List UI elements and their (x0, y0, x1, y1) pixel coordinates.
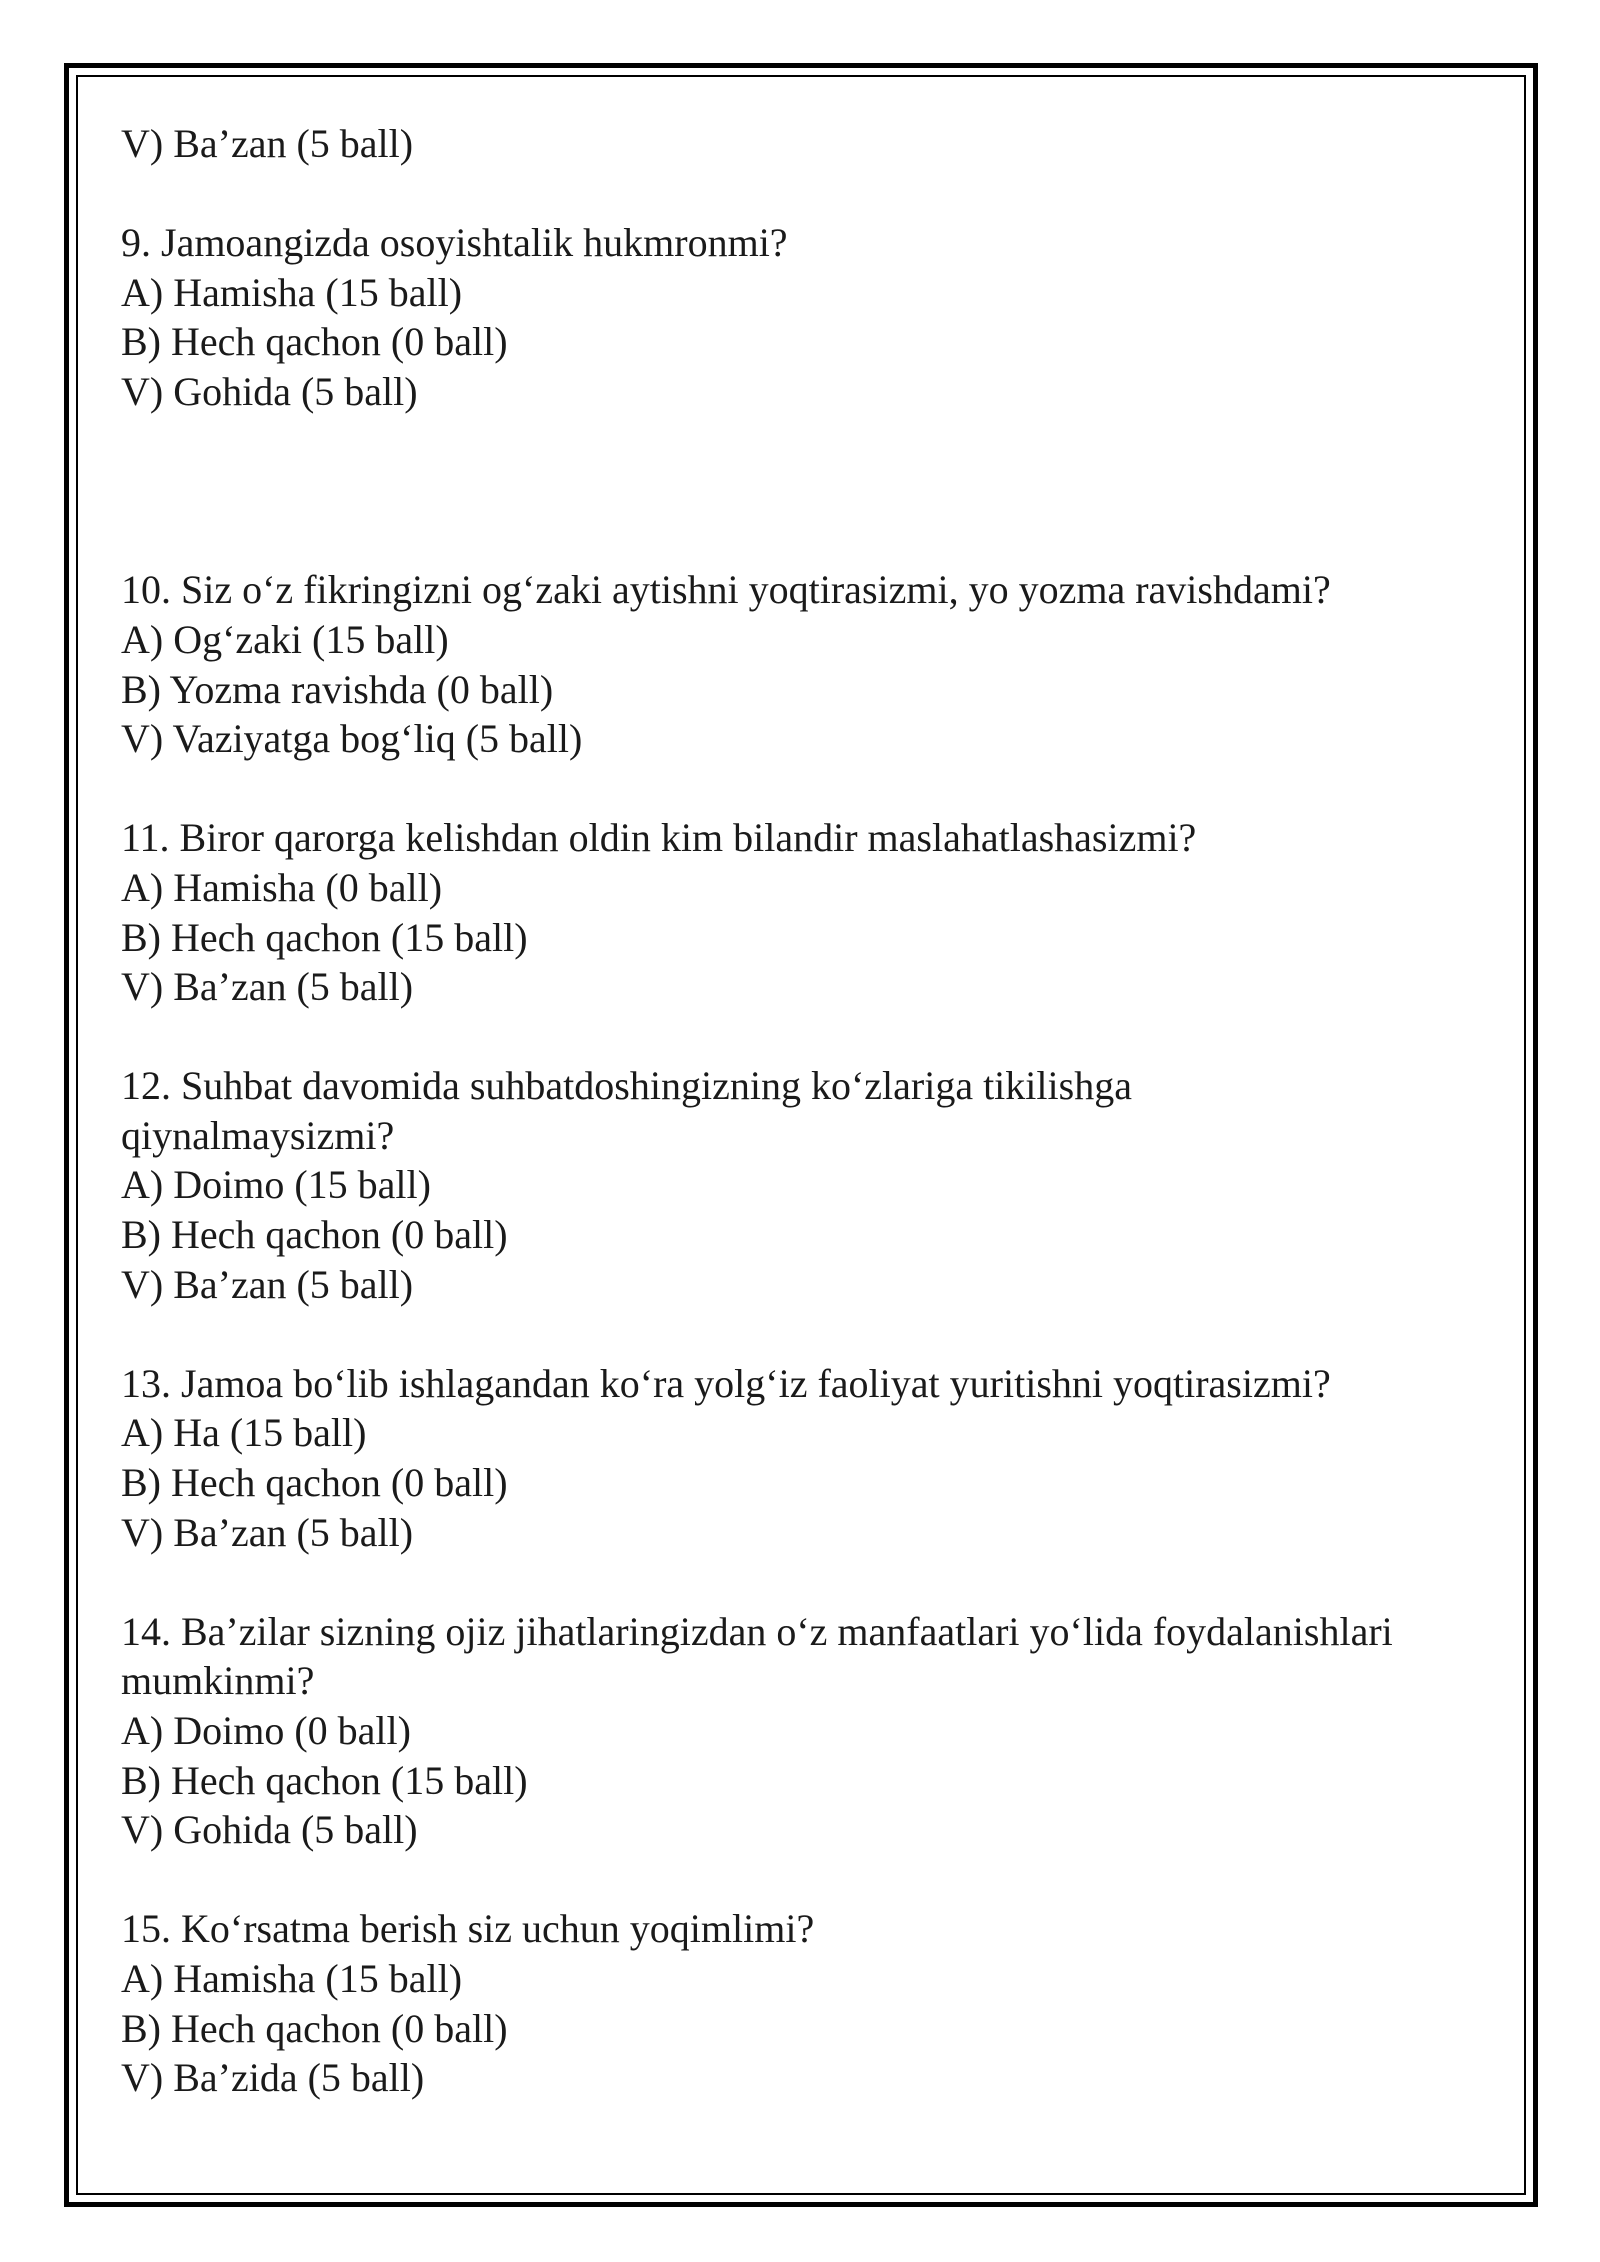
q12-question-line1: 12. Suhbat davomida suhbatdoshingizning ko‘zlariga tikilishga (121, 1063, 1132, 1109)
q15-option-b: B) Hech qachon (0 ball) (121, 2005, 508, 2051)
q13-option-b: B) Hech qachon (0 ball) (121, 1460, 508, 1506)
q12-option-a: A) Doimo (15 ball) (121, 1162, 431, 1208)
q11-question: 11. Biror qarorga kelishdan oldin kim bilandir maslahatlashasizmi? (121, 815, 1197, 861)
q13-option-a: A) Ha (15 ball) (121, 1410, 367, 1456)
q13-option-v: V) Ba’zan (5 ball) (121, 1509, 414, 1555)
q12-option-b: B) Hech qachon (0 ball) (121, 1212, 508, 1258)
q13-question: 13. Jamoa bo‘lib ishlagandan ko‘ra yolg‘iz faoliyat yuritishni yoqtirasizmi? (121, 1360, 1331, 1406)
q10-option-v: V) Vaziyatga bog‘liq (5 ball) (121, 716, 583, 762)
q15-option-v: V) Ba’zida (5 ball) (121, 2055, 425, 2101)
q9-question: 9. Jamoangizda osoyishtalik hukmronmi? (121, 220, 788, 266)
q14-option-v: V) Gohida (5 ball) (121, 1807, 418, 1853)
q10-option-b: B) Yozma ravishda (0 ball) (121, 666, 554, 712)
q11-option-v: V) Ba’zan (5 ball) (121, 964, 414, 1010)
q14-option-b: B) Hech qachon (15 ball) (121, 1757, 528, 1803)
q14-question-line2: mumkinmi? (121, 1658, 315, 1704)
q8-option-v: V) Ba’zan (5 ball) (121, 121, 414, 166)
q11-option-a: A) Hamisha (0 ball) (121, 864, 443, 910)
document-body (121, 119, 1501, 2103)
q10-question: 10. Siz o‘z fikringizni og‘zaki aytishni yoqtirasizmi, yo yozma ravishdami? (121, 567, 1331, 613)
q12-question-line2: qiynalmaysizmi? (121, 1112, 395, 1158)
q9-option-v: V) Gohida (5 ball) (121, 368, 418, 414)
q14-question-line1: 14. Ba’zilar sizning ojiz jihatlaringizdan o‘z manfaatlari yo‘lida foydalanishlari (121, 1608, 1393, 1654)
q15-question: 15. Ko‘rsatma berish siz uchun yoqimlimi? (121, 1906, 815, 1952)
q9-option-a: A) Hamisha (15 ball) (121, 269, 463, 315)
q12-option-v: V) Ba’zan (5 ball) (121, 1261, 414, 1307)
q14-option-a: A) Doimo (0 ball) (121, 1708, 411, 1754)
q9-option-b: B) Hech qachon (0 ball) (121, 319, 508, 365)
q11-option-b: B) Hech qachon (15 ball) (121, 914, 528, 960)
q10-option-a: A) Og‘zaki (15 ball) (121, 616, 449, 662)
q15-option-a: A) Hamisha (15 ball) (121, 1955, 463, 2001)
